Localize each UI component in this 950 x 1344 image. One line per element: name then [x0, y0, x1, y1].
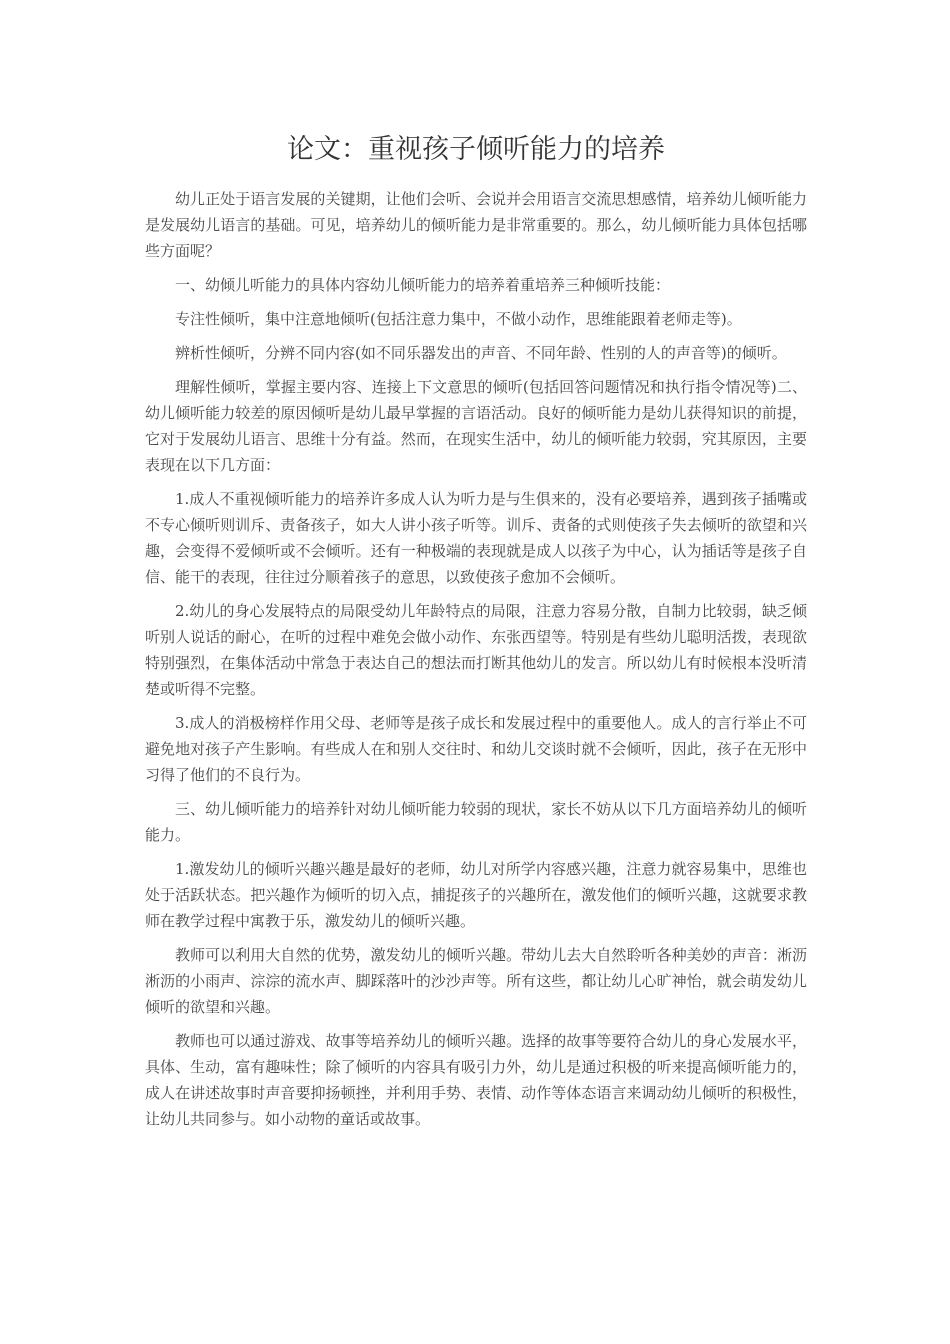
- paragraph: 3.成人的消极榜样作用父母、老师等是孩子成长和发展过程中的重要他人。成人的言行举止不可避免地对孩子产生影响。有些成人在和别人交往时、和幼儿交谈时就不会倾听，因此，孩子在无形中习得了他们的不良行为。: [145, 714, 807, 784]
- paragraph: 教师可以利用大自然的优势，激发幼儿的倾听兴趣。带幼儿去大自然聆听各种美妙的声音：淅沥淅沥的小雨声、淙淙的流水声、脚踩落叶的沙沙声等。所有这些，都让幼儿心旷神怡，就会萌发幼儿倾听的欲望和兴趣。: [145, 946, 807, 1016]
- paragraph: 幼儿正处于语言发展的关键期，让他们会听、会说并会用语言交流思想感情，培养幼儿倾听能力是发展幼儿语言的基础。可见，培养幼儿的倾听能力是非常重要的。那么，幼儿倾听能力具体包括哪些方面呢？: [145, 190, 807, 260]
- document-body: [145, 186, 807, 1132]
- paragraph: 一、幼倾儿听能力的具体内容幼儿倾听能力的培养着重培养三种倾听技能：: [175, 276, 671, 294]
- document-page: [145, 128, 807, 1140]
- paragraph: 教师也可以通过游戏、故事等培养幼儿的倾听兴趣。选择的故事等要符合幼儿的身心发展水平，具体、生动，富有趣味性；除了倾听的内容具有吸引力外，幼儿是通过积极的听来提高倾听能力的，成人在讲述故事时声音要抑扬顿挫，并利用手势、表情、动作等体态语言来调动幼儿倾听的积极性，让幼儿共同参与。如小动物的童话或故事。: [145, 1032, 807, 1128]
- paragraph: 专注性倾听，集中注意地倾听(包括注意力集中，不做小动作，思维能跟着老师走等)。: [175, 310, 742, 328]
- document-title: 论文：重视孩子倾听能力的培养: [287, 134, 665, 165]
- paragraph: 1.激发幼儿的倾听兴趣兴趣是最好的老师，幼儿对所学内容感兴趣，注意力就容易集中，思维也处于活跃状态。把兴趣作为倾听的切入点，捕捉孩子的兴趣所在，激发他们的倾听兴趣，这就要求教师在教学过程中寓教于乐，激发幼儿的倾听兴趣。: [145, 860, 807, 930]
- paragraph: 2.幼儿的身心发展特点的局限受幼儿年龄特点的局限，注意力容易分散，自制力比较弱，缺乏倾听别人说话的耐心，在听的过程中难免会做小动作、东张西望等。特别是有些幼儿聪明活拨，表现欲特别强烈，在集体活动中常急于表达自己的想法而打断其他幼儿的发言。所以幼儿有时候根本没听清楚或听得不完整。: [145, 602, 807, 698]
- paragraph: 1.成人不重视倾听能力的培养许多成人认为听力是与生俱来的，没有必要培养，遇到孩子插嘴或不专心倾听则训斥、责备孩子，如大人讲小孩子听等。训斥、责备的式则使孩子失去倾听的欲望和兴趣，会变得不爱倾听或不会倾听。还有一种极端的表现就是成人以孩子为中心，认为插话等是孩子自信、能干的表现，往往过分顺着孩子的意思，以致使孩子愈加不会倾听。: [145, 490, 807, 586]
- paragraph: 理解性倾听，掌握主要内容、连接上下文意思的倾听(包括回答问题情况和执行指令情况等)二、幼儿倾听能力较差的原因倾听是幼儿最早掌握的言语活动。良好的倾听能力是幼儿获得知识的前提，它对于发展幼儿语言、思维十分有益。然而，在现实生活中，幼儿的倾听能力较弱，究其原因，主要表现在以下几方面：: [145, 378, 807, 474]
- paragraph: 辨析性倾听，分辨不同内容(如不同乐器发出的声音、不同年龄、性别的人的声音等)的倾听。: [175, 344, 787, 362]
- paragraph: 三、幼儿倾听能力的培养针对幼儿倾听能力较弱的现状，家长不妨从以下几方面培养幼儿的倾听能力。: [145, 800, 807, 844]
